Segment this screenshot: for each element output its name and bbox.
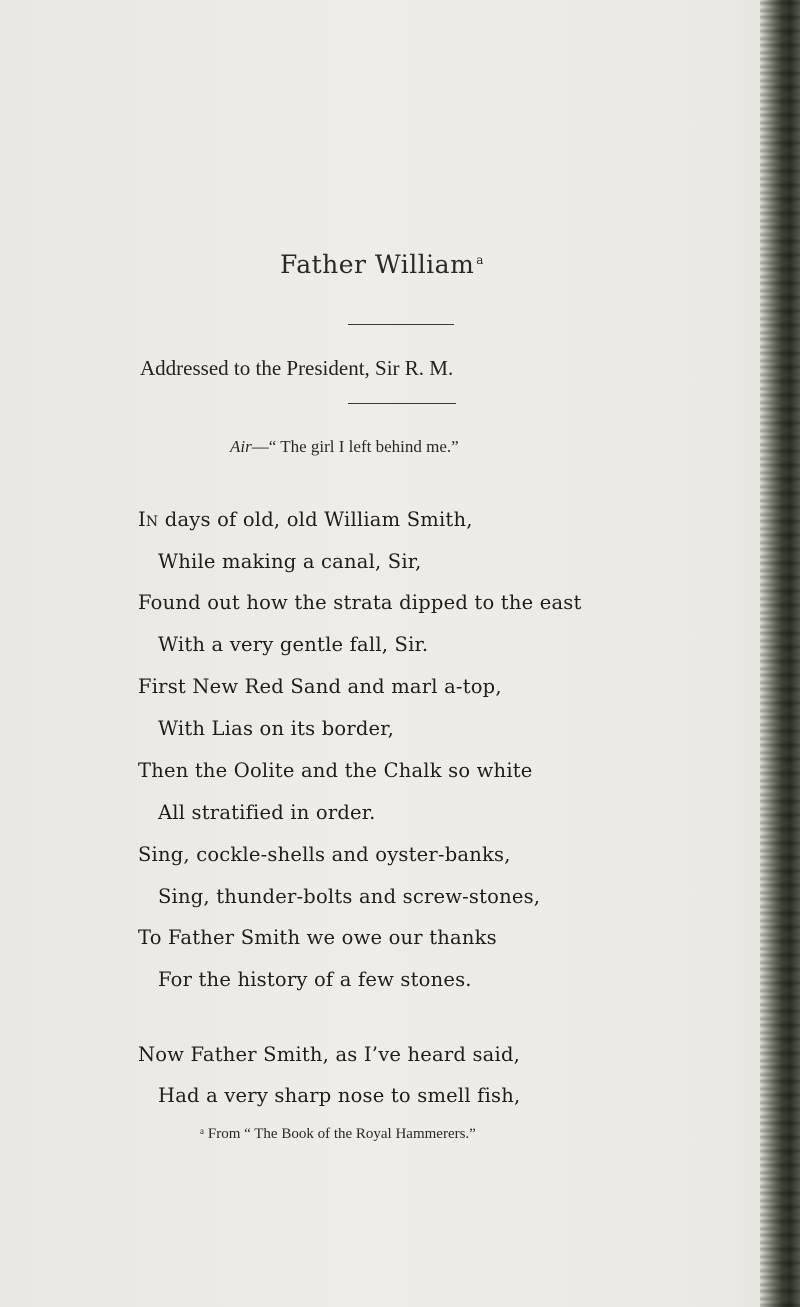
verse-line: All stratified in order.: [158, 801, 376, 824]
verse-line: First New Red Sand and marl a-top,: [138, 675, 502, 698]
rule-bottom: [348, 403, 456, 404]
verse-line: Sing, thunder-bolts and screw-stones,: [158, 885, 541, 908]
verse-line: [138, 508, 473, 531]
verse-line: While making a canal, Sir,: [158, 550, 422, 573]
rule-top: [348, 324, 454, 325]
footnote: ᵃ From “ The Book of the Royal Hammerers.”: [200, 1126, 476, 1142]
dedication-line: Addressed to the President, Sir R. M.: [140, 356, 454, 380]
poem-title: [0, 250, 764, 279]
air-text: —“ The girl I left behind me.”: [251, 437, 459, 456]
verse-line: Had a very sharp nose to smell fish,: [158, 1084, 521, 1107]
verse-line: Now Father Smith, as I’ve heard said,: [138, 1043, 521, 1066]
air-label: Air: [230, 437, 252, 456]
book-spine-edge: [760, 0, 800, 1307]
air-line: [230, 437, 459, 457]
poem-title-text: Father William: [280, 250, 475, 279]
verse-line: With Lias on its border,: [158, 717, 395, 740]
verse-line-text: days of old, old William Smith,: [158, 508, 473, 531]
verse-line: With a very gentle fall, Sir.: [158, 633, 429, 656]
verse-line: For the history of a few stones.: [158, 968, 472, 991]
verse-line: Then the Oolite and the Chalk so white: [138, 759, 533, 782]
verse-line: To Father Smith we owe our thanks: [138, 926, 497, 949]
verse-line: Found out how the strata dipped to the east: [138, 591, 582, 614]
verse-line: Sing, cockle-shells and oyster-banks,: [138, 843, 511, 866]
footnote-marker: a: [476, 252, 484, 267]
verse-initial: In: [138, 508, 159, 531]
